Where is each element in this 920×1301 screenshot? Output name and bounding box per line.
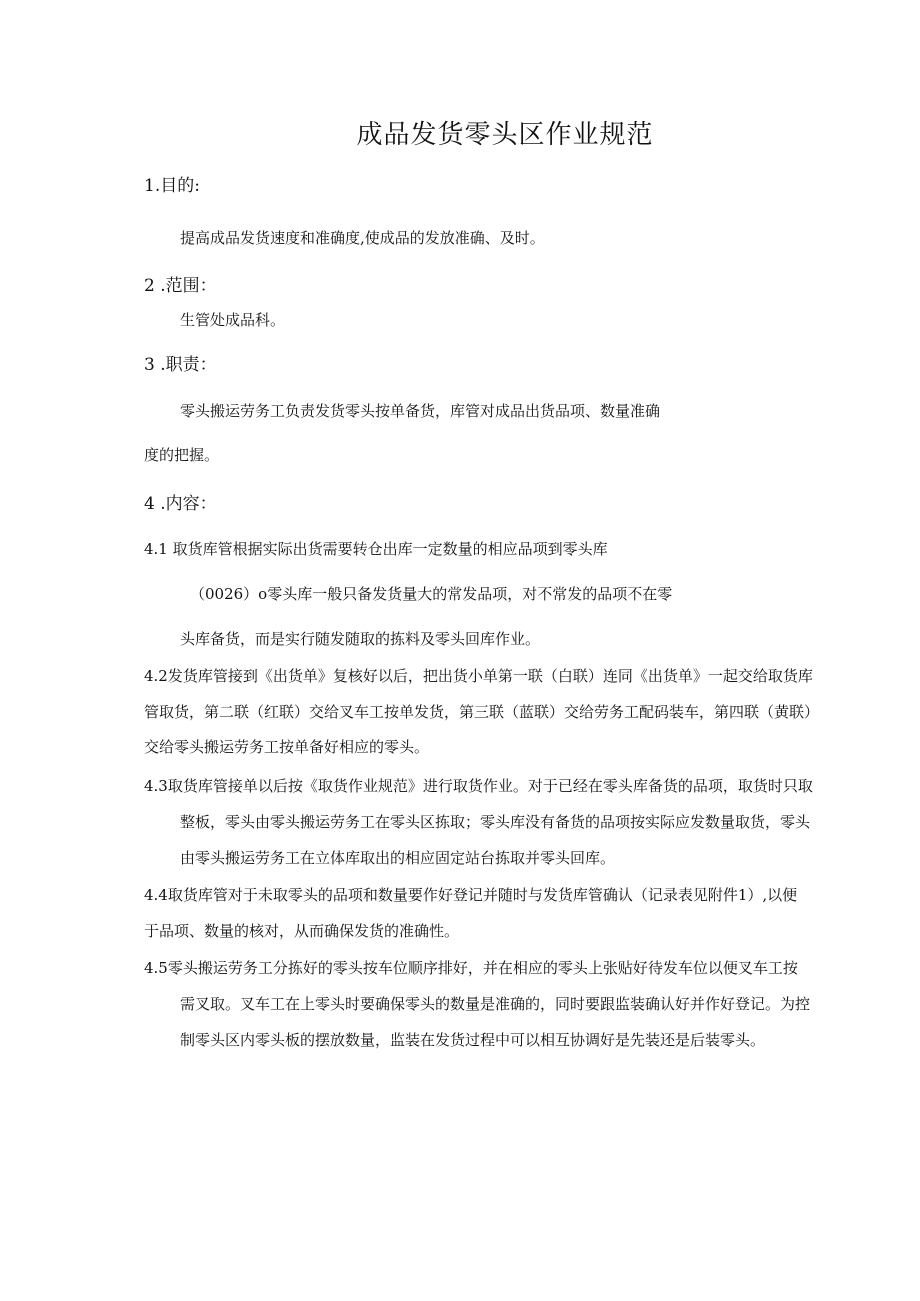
item-4-3-line: 4.3取货库管接单以后按《取货作业规范》进行取货作业。对于已经在零头库备货的品项，取货时只取 (144, 777, 813, 795)
document-title: 成品发货零头区作业规范 (356, 120, 654, 150)
item-4-1-line: （0026）o零头库一般只备发货量大的常发品项，对不常发的品项不在零 (190, 585, 673, 603)
item-4-5-line: 4.5零头搬运劳务工分拣好的零头按车位顺序排好，并在相应的零头上张贴好待发车位以便叉车工按 (144, 959, 798, 977)
purpose-text: 提高成品发货速度和准确度,使成品的发放准确、及时。 (180, 229, 545, 247)
item-4-2-line: 4.2发货库管接到《出货单》复核好以后，把出货小单第一联（白联）连同《出货单》一起交给取货库 (144, 667, 813, 685)
duty-text-line: 度的把握。 (144, 446, 220, 464)
duty-heading: 3 .职责： (144, 355, 217, 375)
duty-text-line: 零头搬运劳务工负责发货零头按单备货，库管对成品出货品项、数量准确 (180, 402, 661, 420)
item-4-1-line: 4.1 取货库管根据实际出货需要转仓出库一定数量的相应品项到零头库 (144, 540, 608, 558)
item-4-5-line: 需叉取。叉车工在上零头时要确保零头的数量是准确的，同时要跟监装确认好并作好登记。为控 (180, 995, 811, 1013)
purpose-heading: 1.目的: (144, 176, 200, 196)
item-4-5-line: 制零头区内零头板的摆放数量，监装在发货过程中可以相互协调好是先装还是后装零头。 (180, 1031, 766, 1049)
scope-heading: 2 .范围： (144, 276, 217, 296)
item-4-2-line: 管取货，第二联（红联）交给叉车工按单发货，第三联（蓝联）交给劳务工配码装车，第四联（黄联） (144, 703, 820, 721)
scope-text: 生管处成品科。 (180, 311, 286, 329)
item-4-3-line: 由零头搬运劳务工在立体库取出的相应固定站台拣取并零头回库。 (180, 849, 616, 867)
item-4-1-line: 头库备货，而是实行随发随取的拣料及零头回库作业。 (180, 630, 541, 648)
item-4-3-line: 整板，零头由零头搬运劳务工在零头区拣取；零头库没有备货的品项按实际应发数量取货，零头 (180, 813, 811, 831)
item-4-4-line: 4.4取货库管对于未取零头的品项和数量要作好登记并随时与发货库管确认（记录表见附件1）,以便 (144, 886, 798, 904)
content-heading: 4 .内容： (144, 494, 217, 514)
item-4-2-line: 交给零头搬运劳务工按单备好相应的零头。 (144, 738, 430, 756)
item-4-4-line: 于品项、数量的核对，从而确保发货的准确性。 (144, 922, 460, 940)
